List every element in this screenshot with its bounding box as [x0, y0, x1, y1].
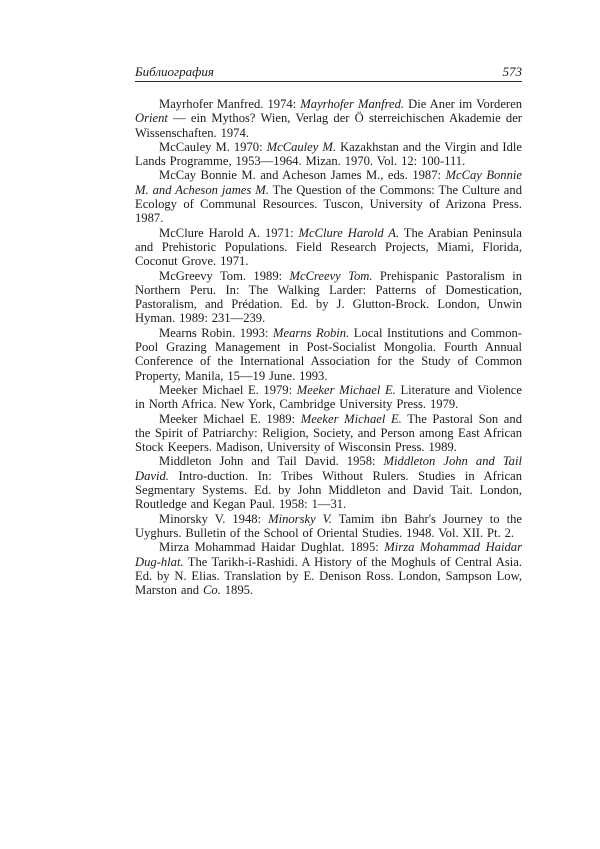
entry-text: Local Institutions and Common-Pool Grazing Management in Post-Socialist Mongolia. Fourth Annual Conference of the International Association for the Study of Common Property, Manila, 15—19 June. 1993. — [135, 325, 522, 383]
entry-text: 1895. — [220, 583, 254, 598]
bibliography-entry — [135, 383, 522, 412]
entry-text: McCauley M. 1970: — [159, 139, 267, 154]
entries — [135, 97, 522, 597]
entry-citation-italic: McClure Harold A. — [298, 225, 400, 240]
bibliography-entry — [135, 97, 522, 140]
bibliography-entry — [135, 454, 522, 511]
entry-text: McClure Harold A. 1971: — [159, 225, 299, 240]
entry-text: The Arabian Peninsula and Prehistoric Populations. Field Research Projects, Miami, Florida, Coconut Grove. 1971. — [135, 225, 522, 269]
bibliography-entry — [135, 269, 522, 326]
entry-text: — ein Mythos? Wien, Verlag der Ö sterreichischen Akademie der Wissenschaften. 1974. — [135, 111, 522, 140]
entry-citation-italic: McCay Bonnie M. and Acheson james M. — [135, 168, 522, 197]
entry-text: Mirza Mohammad Haidar Dughlat. 1895: — [159, 540, 385, 555]
bibliography-entry — [135, 168, 522, 225]
entry-text: The Pastoral Son and the Spirit of Patriarchy: Religion, Society, and Person among East African Stock Keepers. Madison, University of Wisconsin Press. 1989. — [135, 411, 522, 455]
page-number: 573 — [502, 64, 522, 79]
running-header — [135, 64, 522, 82]
entry-text: Die Aner im Vorderen — [404, 97, 523, 111]
entry-text: Tamim ibn Bahr's Journey to the Uyghurs. Bulletin of the School of Oriental Studies. 1948. Vol. XII. Pt. 2. — [135, 511, 522, 540]
entry-text: Mearns Robin. 1993: — [159, 325, 273, 340]
entry-text: Meeker Michael E. 1979: — [159, 382, 297, 397]
entry-text: Minorsky V. 1948: — [159, 511, 269, 526]
entry-text: Meeker Michael E. 1989: — [159, 411, 301, 426]
entry-citation-italic: Co. — [202, 583, 221, 598]
bibliography-entry — [135, 140, 522, 169]
entry-text: Mayrhofer Manfred. 1974: — [159, 97, 301, 111]
bibliography-entry — [135, 326, 522, 383]
running-header-title: Библиография — [135, 64, 214, 79]
entry-text: McCay Bonnie M. and Acheson James M., eds. 1987: — [159, 168, 446, 183]
entry-text: Intro-duction. In: Tribes Without Rulers. Studies in African Segmentary Systems. Ed. by John Middleton and David Tait. London, Routledge and Kegan Paul. 1958: 1—31. — [135, 468, 522, 512]
entry-citation-italic: McCreevy Tom. — [289, 268, 373, 283]
entry-citation-italic: Meeker Michael E. — [296, 382, 396, 397]
entry-citation-italic: Orient — [135, 111, 168, 126]
bibliography-entry — [135, 512, 522, 541]
entry-citation-italic: Minorsky V. — [268, 511, 332, 526]
entry-text: Kazakhstan and the Virgin and Idle Lands Programme, 1953—1964. Mizan. 1970. Vol. 12: 100-111. — [135, 139, 523, 169]
entry-text: The Question of the Commons: The Culture and Ecology of Communal Resources. Tuscon, University of Arizona Press. 1987. — [135, 182, 522, 226]
entry-citation-italic: Middleton John and Tail David. — [135, 454, 522, 483]
entry-text: The Tarikh-i-Rashidi. A History of the Moghuls of Central Asia. Ed. by N. Elias. Translation by E. Denison Ross. London, Sampson Low, Marston and — [135, 554, 522, 598]
entry-citation-italic: McCauley M. — [266, 139, 337, 154]
page-content — [135, 64, 522, 597]
entry-text: Prehispanic Pastoralism in Northern Peru. In: The Walking Larder: Patterns of Domestication, Pastoralism, and Prédation. Ed. by J. Glutton-Brock. London, Unwin Hyman. 1989: 231—239. — [135, 268, 522, 326]
entry-text: McGreevy Tom. 1989: — [159, 268, 290, 283]
bibliography-entry — [135, 412, 522, 455]
entry-text: Middleton John and Tail David. 1958: — [159, 454, 384, 469]
entry-citation-italic: Meeker Michael E. — [300, 411, 402, 426]
entry-citation-italic: Mayrhofer Manfred. — [300, 97, 405, 111]
bibliography-entry — [135, 226, 522, 269]
entry-citation-italic: Mearns Robin. — [273, 325, 350, 340]
entry-citation-italic: Mirza Mohammad Haidar Dug-hlat. — [135, 540, 523, 569]
entry-text: Literature and Violence in North Africa. New York, Cambridge University Press. 1979. — [135, 382, 522, 412]
bibliography-entry — [135, 540, 522, 597]
